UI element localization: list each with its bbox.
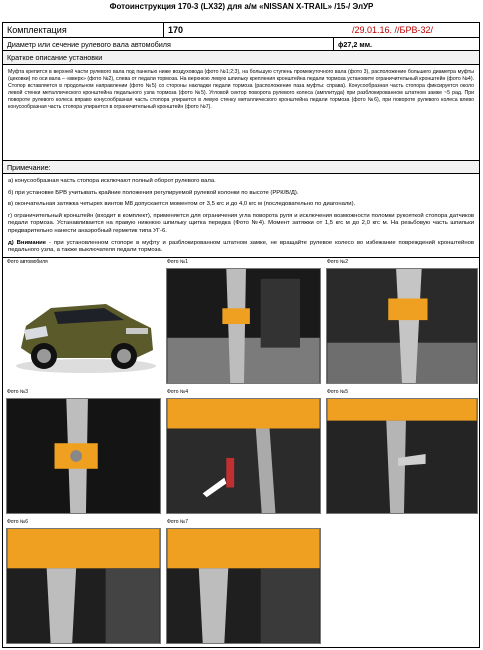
photo-3-caption: Фото №3	[7, 389, 29, 395]
photo-5	[326, 398, 478, 514]
warning-prefix: д) Внимание	[8, 239, 47, 246]
notes-label: Примечание:	[7, 162, 51, 172]
notes-list	[8, 178, 474, 259]
install-header-row	[3, 51, 479, 65]
photo-4-caption: Фото №4	[167, 389, 189, 395]
kit-date: /29.01.16. //БРВ-32/	[352, 25, 433, 35]
install-label: Краткое описание установки	[7, 53, 103, 62]
kit-number: 170	[163, 23, 333, 37]
note-item: в) окончательная затяжка четырех винтов М8 допускается моментом от 3,5 кгс и до 4,0 кгс м (последовательно по диагонали).	[8, 201, 356, 208]
kit-row	[3, 23, 479, 38]
shaft-label: Диаметр или сечение рулевого вала автомобиля	[7, 39, 171, 49]
kit-label: Комплектация	[7, 25, 67, 35]
instruction-sheet	[2, 22, 480, 648]
car-illustration	[6, 268, 161, 384]
install-description: Муфта крепится в верхней части рулевого вала под панелью ниже воздуховода (фото №1;2;3), на большую ступень промежуточного вала (фото 3), расположение большего диаметра муфты (цековки) по оси вала – «вверх» (фото №2), слева от педали тормоза. На верхнюю левую шпильку крепления кронштейна педали тормоза установите ограничительный кронштейн (фото №4). Стопор вставляется в продольном направлении (фото №5) со стороны накладки педали тормоза (расположение паза муфты: справа). Конусообразная часть стопора фиксируется около левой стенки металлического кронштейна педального узла тормоза (фото №5). Угловой сектор поворота рулевого колеса (амплитуда) при разблокированном штатном замке ~5 рад. При повороте рулевого колеса вправо конусообразная часть стопора упирается в левую стенку металлического кронштейна педали тормоза (фото №6), при повороте рулевого колеса влево конусообразная часть стопора упирается в ограничительный кронштейн (фото №7).	[8, 69, 474, 111]
shaft-row	[3, 38, 479, 51]
notes-header-row	[3, 161, 479, 174]
install-text-row	[3, 65, 479, 161]
note-item: а) конусообразная часть стопора исключают полный оборот рулевого вала.	[8, 178, 216, 184]
shaft-value: ϕ27,2 мм.	[333, 38, 479, 50]
photo-2	[326, 268, 478, 384]
note-item: г) ограничительный кронштейн (входит в комплект), применяется для ограничения угла поворота руля и исключения возможности поломки рукояткой стопора датчиков педали тормоза. Устанавливается на правую нижнюю шпильку щитка передка (Фото №4). Момент затяжки от 1,5 кгс м до 2,0 кгс м. На резьбовую часть шпильки предварительно нанести анаэробный герметик типа УГ-6.	[8, 212, 474, 234]
photo-6-caption: Фото №6	[7, 519, 29, 525]
photo-7	[166, 528, 321, 644]
photo-6	[6, 528, 161, 644]
note-warning	[8, 240, 474, 255]
note-item: б) при установке БРВ учитывать крайние положения регулируемой рулевой колонки по высоте (РРК/В/Д).	[8, 189, 299, 196]
photo-7-caption: Фото №7	[167, 519, 189, 525]
notes-body-row	[3, 174, 479, 258]
photo-2-caption: Фото №2	[327, 259, 349, 265]
document-title: Фотоинструкция 170-3 (LX32) для а/м «NISSAN X-TRAIL» /15-/ ЭлУР	[109, 2, 374, 11]
car-photo	[6, 268, 161, 384]
photo-1	[166, 268, 321, 384]
photo-1-caption: Фото №1	[167, 259, 189, 265]
photo-5-caption: Фото №5	[327, 389, 349, 395]
photo-3	[6, 398, 161, 514]
photo-4	[166, 398, 321, 514]
photo-car-caption: Фото автомобиля	[7, 259, 48, 265]
warning-text: - при установленном стопоре в муфту и разблокированном штатном замке, не вращайте рулевое колесо во избежание повреждений кронштейнов педального узла, а также выключателя педали тормоза.	[8, 239, 474, 254]
